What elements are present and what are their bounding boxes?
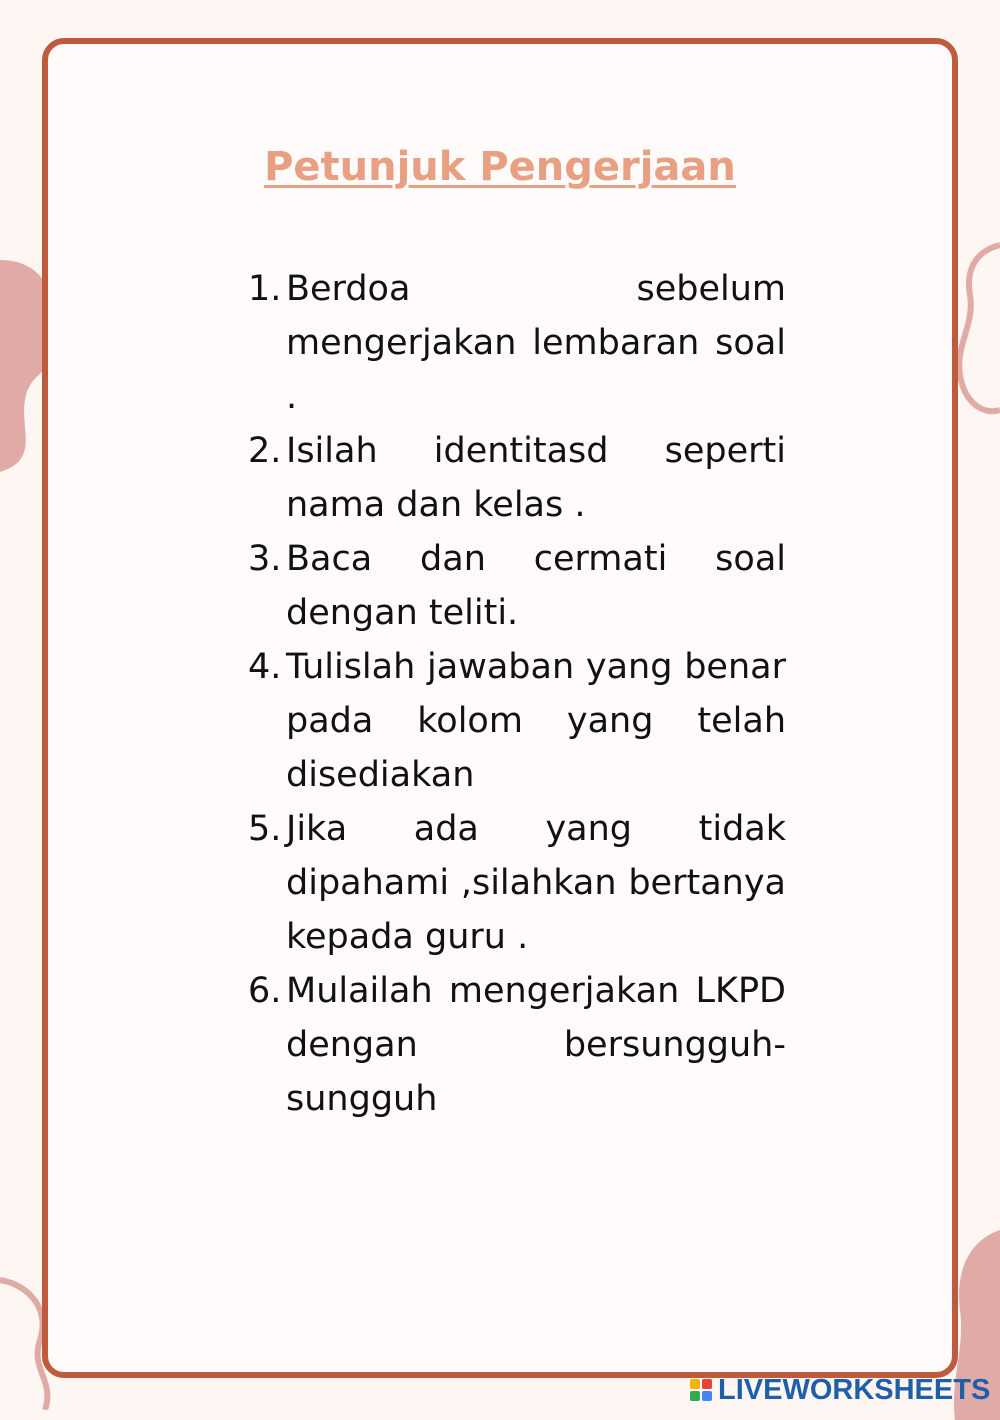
item-text: Mulailah mengerjakan LKPD dengan bersungguh-sungguh <box>286 971 786 1119</box>
list-item <box>248 802 786 964</box>
liveworksheets-logo-icon <box>690 1379 712 1401</box>
item-text: Baca dan cermati soal dengan teliti. <box>286 539 786 633</box>
item-number: 2. <box>248 431 282 471</box>
item-number: 4. <box>248 647 282 687</box>
item-text: Berdoa sebelum mengerjakan lembaran soal . <box>286 269 786 417</box>
item-text: Jika ada yang tidak dipahami ,silahkan bertanya kepada guru . <box>286 809 786 957</box>
watermark-text: LIVEWORKSHEETS <box>718 1373 991 1406</box>
item-number: 3. <box>248 539 282 579</box>
item-text: Tulislah jawaban yang benar pada kolom yang telah disediakan <box>286 647 786 795</box>
instruction-list <box>248 262 786 1126</box>
item-number: 6. <box>248 971 282 1011</box>
list-item <box>248 262 786 424</box>
list-item <box>248 964 786 1126</box>
item-number: 1. <box>248 269 282 309</box>
list-item <box>248 424 786 532</box>
list-item <box>248 640 786 802</box>
list-item <box>248 532 786 640</box>
instruction-card <box>42 38 958 1378</box>
liveworksheets-logo[interactable] <box>690 1372 990 1408</box>
page-title: Petunjuk Pengerjaan <box>264 144 736 190</box>
item-number: 5. <box>248 809 282 849</box>
item-text: Isilah identitasd seperti nama dan kelas . <box>286 431 786 525</box>
